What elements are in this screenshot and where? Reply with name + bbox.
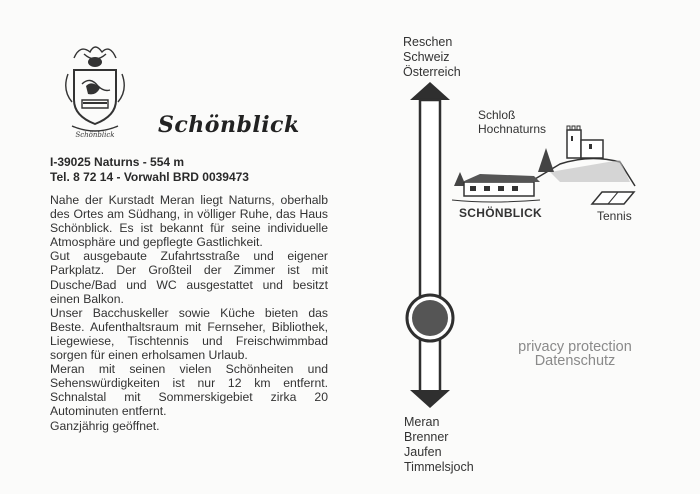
hotel-map-label: SCHÖNBLICK bbox=[459, 206, 542, 220]
north-destinations bbox=[403, 35, 461, 80]
description-paragraph: Meran mit seinen vielen Schönheiten und Sehenswürdigkeiten ist nur 12 km entfernt. Schnalstal mit Sommerskigebiet zirka 20 Autominuten entfernt. bbox=[50, 362, 328, 419]
destination-label: Brenner bbox=[404, 430, 449, 444]
arrow-up-icon bbox=[410, 82, 450, 100]
description-paragraph: Unser Bacchuskeller sowie Küche bieten das Beste. Aufenthaltsraum mit Fernseher, Bibliothek, Liegewiese, Tischtennis und Freischwimmbad sorgen für einen erholsamen Urlaub. bbox=[50, 305, 328, 363]
destination-label: Meran bbox=[404, 415, 440, 429]
castle-icon bbox=[567, 126, 603, 158]
destination-label: Schweiz bbox=[403, 50, 450, 64]
castle-label-line: Hochnaturns bbox=[478, 122, 547, 136]
crest-caption: Schönblick bbox=[75, 131, 115, 139]
arrow-down-icon bbox=[410, 390, 450, 408]
location-sketch bbox=[450, 120, 640, 215]
destination-label: Jaufen bbox=[404, 445, 442, 459]
watermark-line: privacy protection bbox=[518, 339, 632, 355]
destination-label: Reschen bbox=[403, 35, 453, 49]
description-text bbox=[50, 193, 328, 433]
privacy-watermark bbox=[500, 340, 650, 368]
destination-label: Timmelsjoch bbox=[404, 460, 474, 474]
destination-label: Österreich bbox=[403, 65, 461, 79]
address-line-1: I-39025 Naturns - 554 m bbox=[50, 155, 185, 169]
description-paragraph: Ganzjährig geöffnet. bbox=[50, 418, 160, 433]
watermark-line: Datenschutz bbox=[534, 353, 616, 369]
coat-of-arms-icon bbox=[60, 40, 130, 140]
address-line-2: Tel. 8 72 14 - Vorwahl BRD 0039473 bbox=[50, 170, 249, 184]
address-block bbox=[50, 155, 249, 185]
tennis-court-icon bbox=[592, 192, 634, 204]
description-paragraph: Nahe der Kurstadt Meran liegt Naturns, oberhalb des Ortes am Südhang, in völliger Ruhe, das Haus Schönblick. Es ist bekannt für seine individuelle Atmosphäre und gepflegte Gastlichkeit. bbox=[50, 193, 328, 250]
description-paragraph: Gut ausgebaute Zufahrtsstraße und eigener Parkplatz. Der Großteil der Zimmer ist mit Dusche/Bad und WC ausgestattet und besitzt einen Balkon. bbox=[50, 249, 328, 306]
hotel-name: Schönblick bbox=[158, 112, 300, 138]
south-destinations bbox=[404, 415, 474, 475]
hotel-building-icon bbox=[452, 172, 540, 202]
tennis-label: Tennis bbox=[597, 209, 632, 223]
castle-label-line: Schloß bbox=[478, 108, 516, 122]
